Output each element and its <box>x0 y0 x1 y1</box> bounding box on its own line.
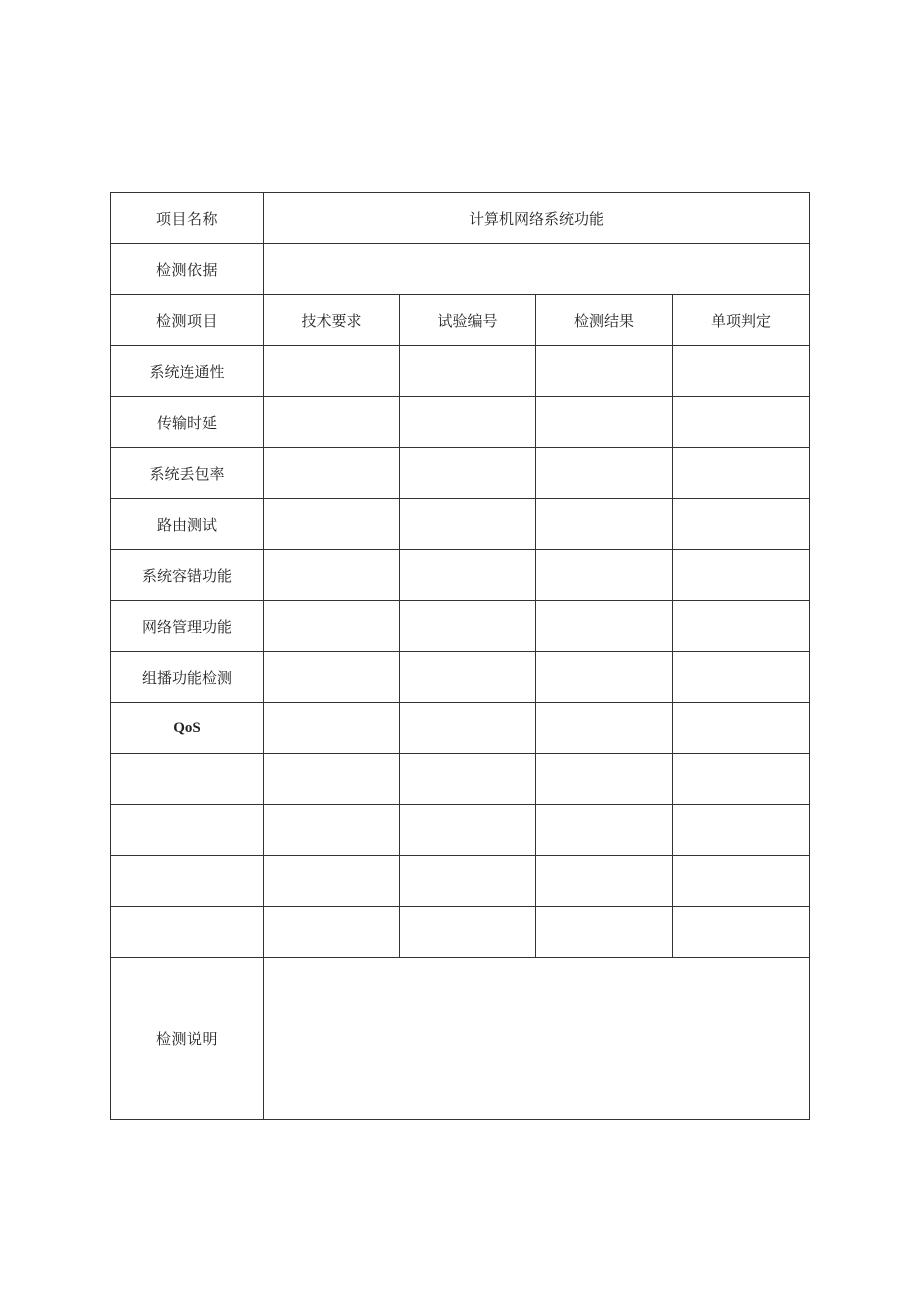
basis-value[interactable] <box>264 244 810 295</box>
judgement-cell[interactable] <box>673 856 810 907</box>
table-row <box>111 703 810 754</box>
header-test-number: 试验编号 <box>400 295 536 346</box>
notes-label: 检测说明 <box>111 958 264 1120</box>
judgement-cell[interactable] <box>673 499 810 550</box>
table-row <box>111 754 810 805</box>
item-name: QoS <box>111 703 264 754</box>
header-row <box>111 295 810 346</box>
item-name[interactable] <box>111 754 264 805</box>
judgement-cell[interactable] <box>673 448 810 499</box>
result-cell[interactable] <box>536 397 673 448</box>
judgement-cell[interactable] <box>673 652 810 703</box>
header-result: 检测结果 <box>536 295 673 346</box>
tech-requirement-cell[interactable] <box>264 856 400 907</box>
tech-requirement-cell[interactable] <box>264 448 400 499</box>
judgement-cell[interactable] <box>673 346 810 397</box>
tech-requirement-cell[interactable] <box>264 499 400 550</box>
item-name: 系统连通性 <box>111 346 264 397</box>
result-cell[interactable] <box>536 499 673 550</box>
result-cell[interactable] <box>536 754 673 805</box>
result-cell[interactable] <box>536 448 673 499</box>
table-row <box>111 856 810 907</box>
header-item: 检测项目 <box>111 295 264 346</box>
table-row <box>111 652 810 703</box>
test-number-cell[interactable] <box>400 805 536 856</box>
item-name: 传输时延 <box>111 397 264 448</box>
tech-requirement-cell[interactable] <box>264 601 400 652</box>
table-row <box>111 448 810 499</box>
tech-requirement-cell[interactable] <box>264 346 400 397</box>
table-row <box>111 907 810 958</box>
test-number-cell[interactable] <box>400 754 536 805</box>
item-name[interactable] <box>111 907 264 958</box>
test-number-cell[interactable] <box>400 703 536 754</box>
judgement-cell[interactable] <box>673 550 810 601</box>
result-cell[interactable] <box>536 856 673 907</box>
tech-requirement-cell[interactable] <box>264 397 400 448</box>
tech-requirement-cell[interactable] <box>264 907 400 958</box>
tech-requirement-cell[interactable] <box>264 754 400 805</box>
result-cell[interactable] <box>536 601 673 652</box>
item-name: 系统容错功能 <box>111 550 264 601</box>
project-name-value[interactable]: 计算机网络系统功能 <box>264 193 810 244</box>
result-cell[interactable] <box>536 703 673 754</box>
basis-label: 检测依据 <box>111 244 264 295</box>
table-row <box>111 601 810 652</box>
test-number-cell[interactable] <box>400 397 536 448</box>
table-row <box>111 397 810 448</box>
judgement-cell[interactable] <box>673 397 810 448</box>
table-row <box>111 805 810 856</box>
judgement-cell[interactable] <box>673 703 810 754</box>
result-cell[interactable] <box>536 550 673 601</box>
item-name: 组播功能检测 <box>111 652 264 703</box>
test-number-cell[interactable] <box>400 346 536 397</box>
test-number-cell[interactable] <box>400 499 536 550</box>
item-name: 路由测试 <box>111 499 264 550</box>
test-number-cell[interactable] <box>400 907 536 958</box>
result-cell[interactable] <box>536 346 673 397</box>
notes-row <box>111 958 810 1120</box>
judgement-cell[interactable] <box>673 805 810 856</box>
judgement-cell[interactable] <box>673 754 810 805</box>
header-tech-requirement: 技术要求 <box>264 295 400 346</box>
test-number-cell[interactable] <box>400 601 536 652</box>
judgement-cell[interactable] <box>673 907 810 958</box>
item-name[interactable] <box>111 856 264 907</box>
item-name: 网络管理功能 <box>111 601 264 652</box>
tech-requirement-cell[interactable] <box>264 550 400 601</box>
table-row <box>111 499 810 550</box>
tech-requirement-cell[interactable] <box>264 703 400 754</box>
test-number-cell[interactable] <box>400 550 536 601</box>
basis-row <box>111 244 810 295</box>
test-number-cell[interactable] <box>400 448 536 499</box>
test-number-cell[interactable] <box>400 856 536 907</box>
inspection-form-table <box>110 192 810 1120</box>
table-row <box>111 550 810 601</box>
result-cell[interactable] <box>536 907 673 958</box>
tech-requirement-cell[interactable] <box>264 805 400 856</box>
project-name-row <box>111 193 810 244</box>
tech-requirement-cell[interactable] <box>264 652 400 703</box>
judgement-cell[interactable] <box>673 601 810 652</box>
header-judgement: 单项判定 <box>673 295 810 346</box>
table-row <box>111 346 810 397</box>
project-name-label: 项目名称 <box>111 193 264 244</box>
item-name: 系统丢包率 <box>111 448 264 499</box>
result-cell[interactable] <box>536 652 673 703</box>
notes-value[interactable] <box>264 958 810 1120</box>
result-cell[interactable] <box>536 805 673 856</box>
test-number-cell[interactable] <box>400 652 536 703</box>
item-name[interactable] <box>111 805 264 856</box>
